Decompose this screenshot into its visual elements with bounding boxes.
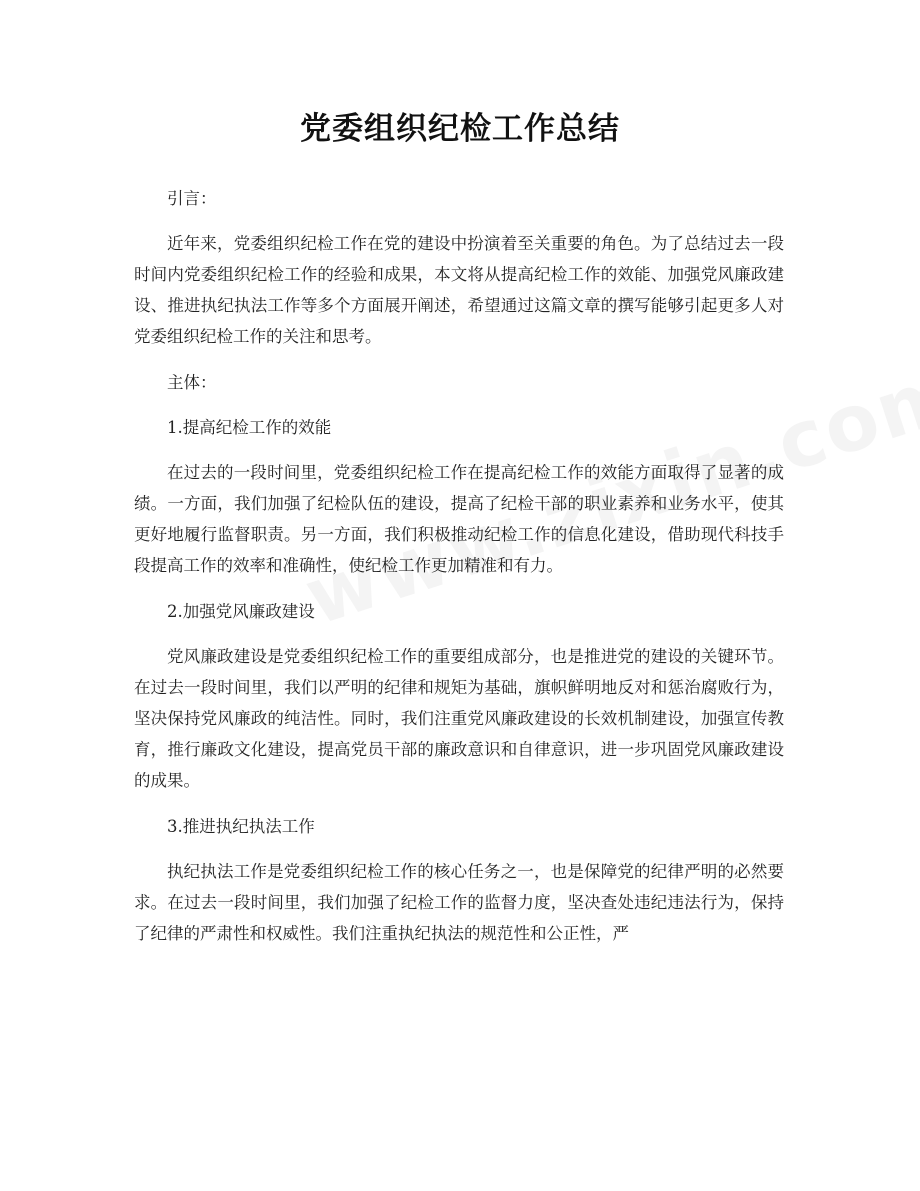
document-body	[134, 183, 784, 964]
section-1-paragraph: 在过去的一段时间里，党委组织纪检工作在提高纪检工作的效能方面取得了显著的成绩。一方面，我们加强了纪检队伍的建设，提高了纪检干部的职业素养和业务水平，使其更好地履行监督职责。另一方面，我们积极推动纪检工作的信息化建设，借助现代科技手段提高工作的效率和准确性，使纪检工作更加精准和有力。	[134, 463, 784, 575]
section-3-heading: 3.推进执纪执法工作	[167, 817, 315, 836]
section-1-heading: 1.提高纪检工作的效能	[167, 418, 332, 437]
section-2-heading: 2.加强党风廉政建设	[167, 602, 315, 621]
main-body-heading: 主体：	[167, 373, 217, 392]
intro-paragraph: 近年来，党委组织纪检工作在党的建设中扮演着至关重要的角色。为了总结过去一段时间内党委组织纪检工作的经验和成果，本文将从提高纪检工作的效能、加强党风廉政建设、推进执纪执法工作等多个方面展开阐述，希望通过这篇文章的撰写能够引起更多人对党委组织纪检工作的关注和思考。	[134, 234, 784, 346]
document-title: 党委组织纪检工作总结	[300, 111, 620, 147]
section-3-paragraph: 执纪执法工作是党委组织纪检工作的核心任务之一，也是保障党的纪律严明的必然要求。在过去一段时间里，我们加强了纪检工作的监督力度，坚决查处违纪违法行为，保持了纪律的严肃性和权威性。我们注重执纪执法的规范性和公正性，严	[134, 862, 784, 943]
section-2-paragraph: 党风廉政建设是党委组织纪检工作的重要组成部分，也是推进党的建设的关键环节。在过去一段时间里，我们以严明的纪律和规矩为基础，旗帜鲜明地反对和惩治腐败行为，坚决保持党风廉政的纯洁性。同时，我们注重党风廉政建设的长效机制建设，加强宣传教育，推行廉政文化建设，提高党员干部的廉政意识和自律意识，进一步巩固党风廉政建设的成果。	[134, 647, 784, 790]
intro-heading: 引言：	[167, 189, 217, 208]
